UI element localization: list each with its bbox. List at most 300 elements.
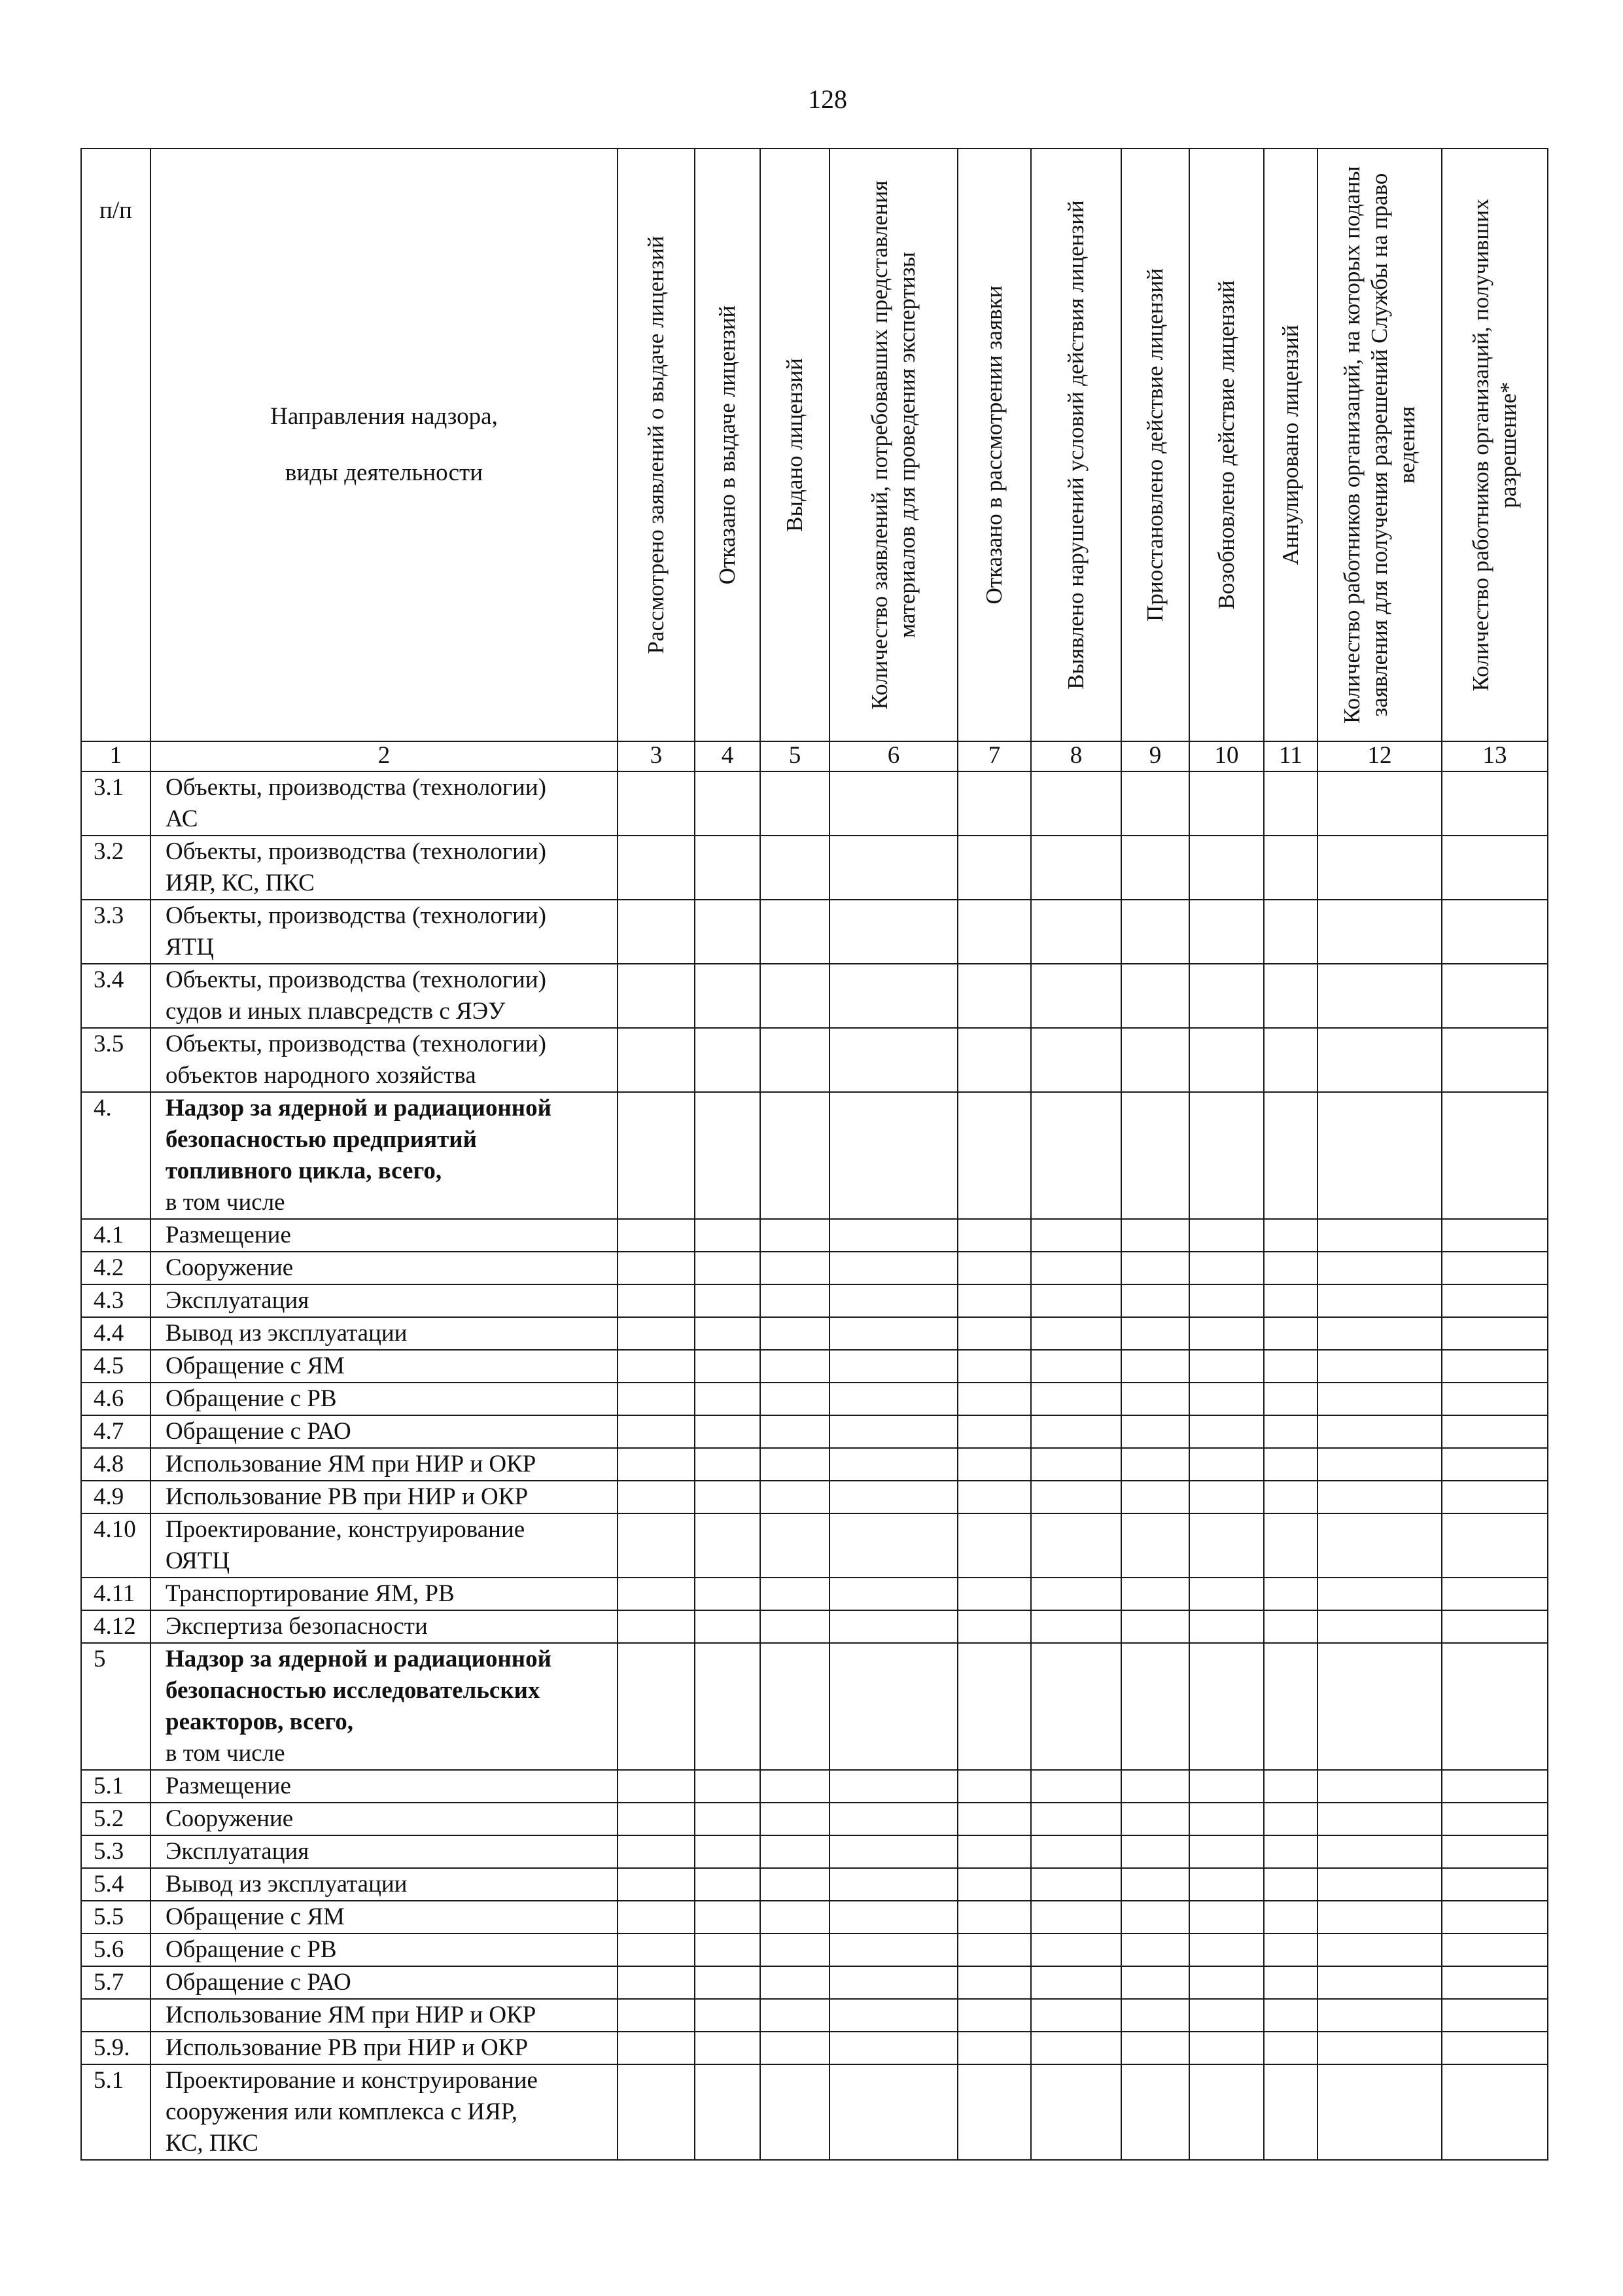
data-cell [1031,1901,1121,1934]
data-cell [618,1350,695,1383]
table-row [81,1481,1548,1513]
data-cell [1031,1219,1121,1252]
data-cell [618,2064,695,2160]
table-row [81,836,1548,900]
data-cell [1121,1643,1189,1770]
table-row [81,1350,1548,1383]
row-number: 3.2 [81,836,150,900]
data-cell [1189,1028,1264,1092]
row-number: 4.5 [81,1350,150,1383]
row-number: 5.7 [81,1966,150,1999]
data-cell [760,836,829,900]
data-cell [1121,1803,1189,1835]
data-cell [1121,964,1189,1028]
header-column [1189,149,1264,741]
row-label-line: Использование РВ при НИР и ОКР [166,1483,529,1510]
data-cell [1189,2032,1264,2064]
data-cell [958,2064,1031,2160]
row-label-line: ОЯТЦ [166,1547,230,1574]
table-row [81,1803,1548,1835]
data-cell [1264,1835,1318,1868]
data-cell [958,1803,1031,1835]
data-cell [618,1317,695,1350]
data-cell [958,1219,1031,1252]
data-cell [1031,1868,1121,1901]
data-cell [1264,1513,1318,1578]
data-cell [1442,1383,1548,1415]
row-label [150,1448,618,1481]
row-label-line: ЯТЦ [166,934,214,961]
data-cell [1442,1219,1548,1252]
data-cell [1189,1481,1264,1513]
data-cell [958,836,1031,900]
data-cell [695,1028,760,1092]
data-cell [760,1092,829,1219]
header-column-label: Количество работников организаций, на которых поданы заявления для получения разрешений Службы на право ведения [1339,166,1420,724]
data-cell [958,1028,1031,1092]
table-row [81,1901,1548,1934]
data-cell [1121,900,1189,964]
row-label-line: Сооружение [166,1805,294,1832]
data-cell [829,964,958,1028]
data-cell [760,1999,829,2032]
data-cell [1189,1578,1264,1610]
data-cell [1442,1934,1548,1966]
data-cell [1318,1868,1442,1901]
data-cell [760,1934,829,1966]
row-label-line: Обращение с РАО [166,1418,351,1445]
table-row [81,1966,1548,1999]
row-label-line: Объекты, производства (технологии) [166,838,546,865]
data-cell [760,1901,829,1934]
table-row [81,964,1548,1028]
column-number: 12 [1318,741,1442,771]
data-cell [1442,1092,1548,1219]
row-label-line: Сооружение [166,1254,294,1281]
row-label [150,1999,618,2032]
row-label [150,1383,618,1415]
data-cell [1189,1092,1264,1219]
row-label-line: Обращение с РВ [166,1385,337,1412]
header-column [1121,149,1189,741]
data-cell [1442,1448,1548,1481]
data-cell [695,1448,760,1481]
row-label-line: Объекты, производства (технологии) [166,1031,546,1057]
data-cell [1442,1252,1548,1284]
data-cell [829,1284,958,1317]
data-cell [1264,1028,1318,1092]
row-label-line: Вывод из эксплуатации [166,1871,408,1898]
table-row [81,1284,1548,1317]
data-cell [760,1513,829,1578]
table-row [81,1770,1548,1803]
data-cell [695,2064,760,2160]
data-cell [1442,1578,1548,1610]
data-cell [1121,1481,1189,1513]
column-number: 9 [1121,741,1189,771]
data-cell [1189,1610,1264,1643]
table-row [81,1415,1548,1448]
data-cell [1189,1770,1264,1803]
row-label [150,2032,618,2064]
data-cell [1264,2064,1318,2160]
data-cell [958,1092,1031,1219]
data-cell [958,1610,1031,1643]
data-cell [1264,1415,1318,1448]
row-label [150,1610,618,1643]
data-cell [829,1350,958,1383]
data-cell [1189,1219,1264,1252]
data-cell [1121,2064,1189,2160]
header-column-label: Количество заявлений, потребовавших представления материалов для проведения экспертизы [867,180,920,710]
data-cell [1264,1901,1318,1934]
data-cell [1442,2064,1548,2160]
data-cell [695,1350,760,1383]
data-cell [760,1350,829,1383]
data-cell [618,1999,695,2032]
table-row [81,1610,1548,1643]
data-cell [1031,1999,1121,2032]
row-number: 4.8 [81,1448,150,1481]
data-cell [958,1481,1031,1513]
column-number: 6 [829,741,958,771]
data-cell [695,1284,760,1317]
data-cell [695,771,760,836]
row-label-line: Обращение с ЯМ [166,1903,345,1930]
data-cell [618,1513,695,1578]
data-cell [958,1999,1031,2032]
row-number: 3.1 [81,771,150,836]
data-cell [1442,1317,1548,1350]
row-label-line: Объекты, производства (технологии) [166,774,546,801]
row-number: 4.4 [81,1317,150,1350]
data-cell [760,1803,829,1835]
header-column [760,149,829,741]
row-label-line: Эксплуатация [166,1838,309,1865]
data-cell [1031,1835,1121,1868]
row-number: 5.3 [81,1835,150,1868]
data-cell [695,1835,760,1868]
data-cell [618,1835,695,1868]
data-cell [695,1219,760,1252]
column-number: 10 [1189,741,1264,771]
data-cell [1189,1868,1264,1901]
data-cell [1189,1252,1264,1284]
row-label [150,1578,618,1610]
data-cell [1031,1770,1121,1803]
data-cell [1121,1868,1189,1901]
page-number: 128 [808,84,847,114]
header-column-label: Отказано в рассмотрении заявки [981,285,1007,605]
data-cell [760,1770,829,1803]
data-cell [1121,836,1189,900]
data-cell [1121,2032,1189,2064]
data-cell [958,1383,1031,1415]
row-label [150,1481,618,1513]
row-label [150,1415,618,1448]
table-row [81,1317,1548,1350]
row-number: 5.6 [81,1934,150,1966]
data-cell [618,1219,695,1252]
data-cell [695,836,760,900]
header-column [1442,149,1548,741]
data-cell [1031,1513,1121,1578]
data-cell [695,1934,760,1966]
header-column [958,149,1031,741]
data-cell [1264,1578,1318,1610]
data-cell [1121,1901,1189,1934]
data-cell [829,771,958,836]
row-number: 4.9 [81,1481,150,1513]
header-column [829,149,958,741]
data-cell [1189,1934,1264,1966]
header-column-label: Количество работников организаций, получивших разрешение* [1468,198,1521,692]
data-cell [1442,1643,1548,1770]
data-cell [1031,836,1121,900]
row-label-line: Объекты, производства (технологии) [166,966,546,993]
row-label-line: ИЯР, КС, ПКС [166,870,315,896]
data-cell [695,1383,760,1415]
data-cell [760,1415,829,1448]
data-cell [1189,1284,1264,1317]
data-cell [760,1448,829,1481]
data-cell [1121,1383,1189,1415]
data-cell [1264,1803,1318,1835]
data-cell [1031,1028,1121,1092]
data-cell [1318,1966,1442,1999]
data-cell [1318,771,1442,836]
data-cell [1442,1868,1548,1901]
data-cell [1121,1092,1189,1219]
data-cell [618,1028,695,1092]
table-row [81,2032,1548,2064]
table-row [81,1578,1548,1610]
data-cell [760,1383,829,1415]
data-cell [1318,2032,1442,2064]
header-row [81,149,1548,741]
data-cell [695,1610,760,1643]
table-row [81,2064,1548,2160]
data-cell [829,1415,958,1448]
data-cell [1264,900,1318,964]
data-cell [829,1448,958,1481]
data-cell [618,1610,695,1643]
row-number: 3.4 [81,964,150,1028]
row-number: 4. [81,1092,150,1219]
row-label-line: безопасностью исследовательских [166,1677,540,1704]
data-cell [1031,1643,1121,1770]
data-cell [1121,1317,1189,1350]
row-label [150,1835,618,1868]
data-cell [1031,1092,1121,1219]
row-number: 4.3 [81,1284,150,1317]
data-cell [1264,1448,1318,1481]
data-cell [760,964,829,1028]
data-cell [1189,1415,1264,1448]
row-label-line: Использование ЯМ при НИР и ОКР [166,2002,536,2028]
row-label-line: судов и иных плавсредств с ЯЭУ [166,998,506,1025]
data-cell [1318,1803,1442,1835]
data-cell [1121,1513,1189,1578]
data-cell [1442,1966,1548,1999]
header-column [695,149,760,741]
row-label-line: КС, ПКС [166,2130,259,2157]
row-label-subline: в том числе [166,1189,285,1216]
data-cell [1442,964,1548,1028]
column-number: 13 [1442,741,1548,771]
row-label-line: Надзор за ядерной и радиационной [166,1646,551,1672]
data-cell [1318,1219,1442,1252]
data-cell [618,1448,695,1481]
data-cell [760,1219,829,1252]
header-direction [150,149,618,741]
data-cell [1318,1770,1442,1803]
data-cell [1318,1317,1442,1350]
data-cell [760,1610,829,1643]
data-cell [1031,964,1121,1028]
row-number: 4.11 [81,1578,150,1610]
row-label [150,1868,618,1901]
column-number: 7 [958,741,1031,771]
row-label-line: сооружения или комплекса с ИЯР, [166,2098,517,2125]
data-cell [1442,1415,1548,1448]
data-cell [1121,1610,1189,1643]
data-cell [695,900,760,964]
data-cell [1318,1284,1442,1317]
data-cell [829,1934,958,1966]
data-cell [829,1999,958,2032]
row-number: 4.2 [81,1252,150,1284]
data-cell [958,1284,1031,1317]
header-column [1031,149,1121,741]
data-cell [1189,1999,1264,2032]
data-cell [695,1770,760,1803]
table-row [81,1219,1548,1252]
data-cell [695,1643,760,1770]
row-label [150,1252,618,1284]
header-direction-line: виды деятельности [285,459,483,486]
header-column-label: Аннулировано лицензий [1278,325,1303,565]
data-cell [829,1317,958,1350]
data-cell [1318,1350,1442,1383]
data-cell [1031,1317,1121,1350]
data-cell [1189,1513,1264,1578]
data-cell [958,1448,1031,1481]
row-label [150,1901,618,1934]
table-row [81,1934,1548,1966]
row-label-line: топливного цикла, всего, [166,1157,442,1184]
header-column-label: Рассмотрено заявлений о выдаче лицензий [643,236,669,654]
data-cell [829,1578,958,1610]
row-label-line: Транспортирование ЯМ, РВ [166,1580,455,1607]
data-cell [695,2032,760,2064]
row-label-line: АС [166,805,198,832]
row-label [150,1219,618,1252]
data-cell [695,1999,760,2032]
row-number: 4.6 [81,1383,150,1415]
data-cell [695,1901,760,1934]
data-cell [958,1317,1031,1350]
data-cell [1264,1481,1318,1513]
row-number: 5.1 [81,2064,150,2160]
data-cell [1264,1317,1318,1350]
row-number: 5 [81,1643,150,1770]
data-cell [618,1092,695,1219]
data-cell [1189,964,1264,1028]
data-cell [1318,1092,1442,1219]
data-cell [618,1966,695,1999]
row-label-line: Экспертиза безопасности [166,1613,428,1640]
row-label [150,1284,618,1317]
data-cell [829,1610,958,1643]
data-cell [1121,1999,1189,2032]
table-row [81,1643,1548,1770]
row-label [150,900,618,964]
data-cell [1031,1803,1121,1835]
data-cell [1318,1934,1442,1966]
row-label-line: Использование РВ при НИР и ОКР [166,2034,529,2061]
column-number: 4 [695,741,760,771]
data-cell [1442,2032,1548,2064]
header-column-label: Приостановлено действие лицензий [1142,268,1168,622]
row-label [150,771,618,836]
data-cell [1031,2032,1121,2064]
data-cell [829,1028,958,1092]
column-number: 11 [1264,741,1318,771]
data-cell [1442,771,1548,836]
data-cell [1264,1770,1318,1803]
table-row [81,1448,1548,1481]
licensing-report-table [80,148,1548,2161]
data-cell [1318,1481,1442,1513]
data-cell [958,1513,1031,1578]
data-cell [958,1643,1031,1770]
table-row [81,1092,1548,1219]
data-cell [958,1901,1031,1934]
data-cell [1264,2032,1318,2064]
data-cell [1264,1610,1318,1643]
table-row [81,1383,1548,1415]
data-cell [618,964,695,1028]
data-cell [1442,1513,1548,1578]
table-row [81,1999,1548,2032]
data-cell [618,1803,695,1835]
data-cell [1031,1934,1121,1966]
row-label [150,2064,618,2160]
data-cell [1318,1901,1442,1934]
data-cell [1121,1415,1189,1448]
data-cell [1318,1415,1442,1448]
column-number-row [81,741,1548,771]
data-cell [760,1643,829,1770]
data-cell [1031,1252,1121,1284]
row-label-line: Объекты, производства (технологии) [166,902,546,929]
data-cell [1318,1252,1442,1284]
data-cell [1031,900,1121,964]
table-row [81,900,1548,964]
table-row [81,1028,1548,1092]
data-cell [760,900,829,964]
row-label-line: Эксплуатация [166,1287,309,1314]
data-cell [829,1092,958,1219]
data-cell [618,1934,695,1966]
row-label-line: объектов народного хозяйства [166,1062,476,1089]
data-cell [1031,1350,1121,1383]
row-label-line: безопасностью предприятий [166,1126,477,1153]
data-cell [760,2064,829,2160]
data-cell [695,964,760,1028]
data-cell [1318,1578,1442,1610]
